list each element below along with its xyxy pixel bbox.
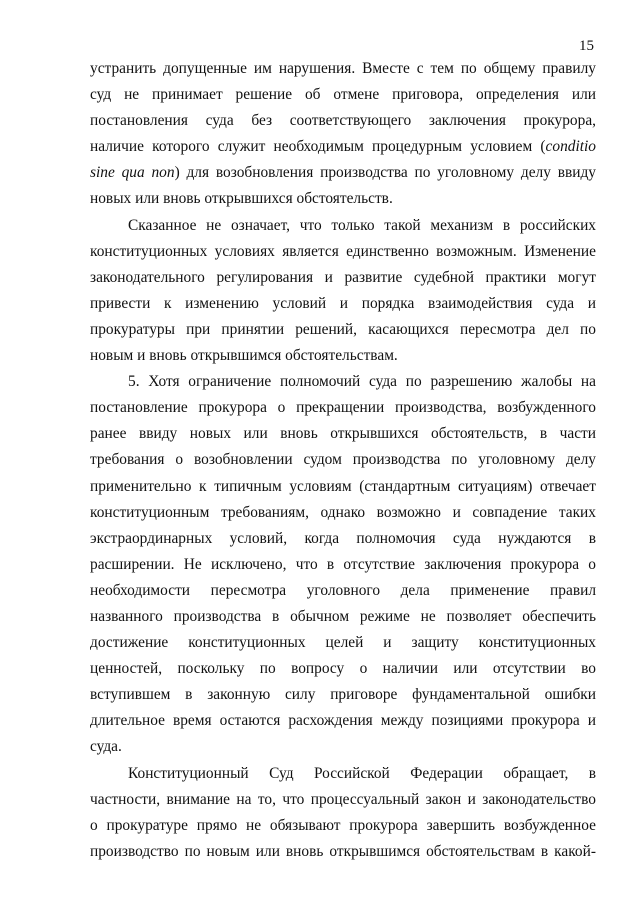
text-line: необходимости пересмотра уголовного дела применение правил bbox=[90, 581, 596, 599]
text-line: частности, внимание на то, что процессуальный закон и законодательство bbox=[90, 790, 596, 808]
text-run: наличие которого служит необходимым процедурным условием ( bbox=[90, 138, 546, 156]
text-line: Сказанное не означает, что только такой механизм в российских bbox=[128, 216, 596, 234]
text-line: устранить допущенные им нарушения. Вместе с тем по общему правилу bbox=[90, 60, 596, 77]
text-line: 5. Хотя ограничение полномочий суда по разрешению жалобы на bbox=[128, 373, 596, 391]
page-number: 15 bbox=[579, 38, 594, 54]
text-line: новым и вновь открывшимся обстоятельствам. bbox=[90, 347, 398, 365]
text-line: о прокуратуре прямо не обязывают прокурора завершить возбужденное bbox=[90, 816, 596, 834]
latin-term: conditio bbox=[545, 138, 596, 156]
text-line: Конституционный Суд Российской Федерации обращает, в bbox=[128, 764, 596, 782]
text-line: суда. bbox=[90, 738, 122, 756]
document-body bbox=[90, 56, 596, 865]
text-line: суд не принимает решение об отмене приговора, определения или bbox=[90, 86, 596, 104]
text-line: ранее ввиду новых или вновь открывшихся обстоятельств, в части bbox=[90, 425, 596, 443]
text-line: конституционным требованиям, однако возможно и совпадение таких bbox=[90, 503, 596, 521]
text-line: производство по новым или вновь открывшимся обстоятельствам в какой- bbox=[90, 842, 596, 860]
text-line: ценностей, поскольку по вопросу о наличии или отсутствии во bbox=[90, 660, 596, 678]
text-line bbox=[90, 160, 596, 186]
text-line: конституционных условиях является единственно возможным. Изменение bbox=[90, 242, 596, 260]
text-line: расширении. Не исключено, что в отсутствие заключения прокурора о bbox=[90, 555, 596, 573]
text-line: названного производства в обычном режиме не позволяет обеспечить bbox=[90, 607, 596, 625]
text-line: требования о возобновлении судом производства по уголовному делу bbox=[90, 451, 596, 469]
text-line: законодательного регулирования и развитие судебной практики могут bbox=[90, 268, 596, 286]
text-line: новых или вновь открывшихся обстоятельств. bbox=[90, 190, 393, 208]
text-line: прокуратуры при принятии решений, касающихся пересмотра дел по bbox=[90, 320, 596, 338]
text-line: вступившем в законную силу приговоре фундаментальной ошибки bbox=[90, 686, 596, 704]
text-run: ) для возобновления производства по уголовному делу ввиду bbox=[174, 164, 596, 182]
text-line bbox=[90, 134, 596, 160]
text-line: достижение конституционных целей и защиту конституционных bbox=[90, 634, 596, 652]
text-line: постановление прокурора о прекращении производства, возбужденного bbox=[90, 399, 596, 417]
latin-term: sine qua non bbox=[90, 164, 175, 182]
text-line: постановления суда без соответствующего заключения прокурора, bbox=[90, 112, 596, 130]
text-line: экстраординарных условий, когда полномочия суда нуждаются в bbox=[90, 529, 596, 547]
text-line: применительно к типичным условиям (стандартным ситуациям) отвечает bbox=[90, 477, 596, 495]
text-line: длительное время остаются расхождения между позициями прокурора и bbox=[90, 712, 596, 730]
text-line: привести к изменению условий и порядка взаимодействия суда и bbox=[90, 294, 596, 312]
